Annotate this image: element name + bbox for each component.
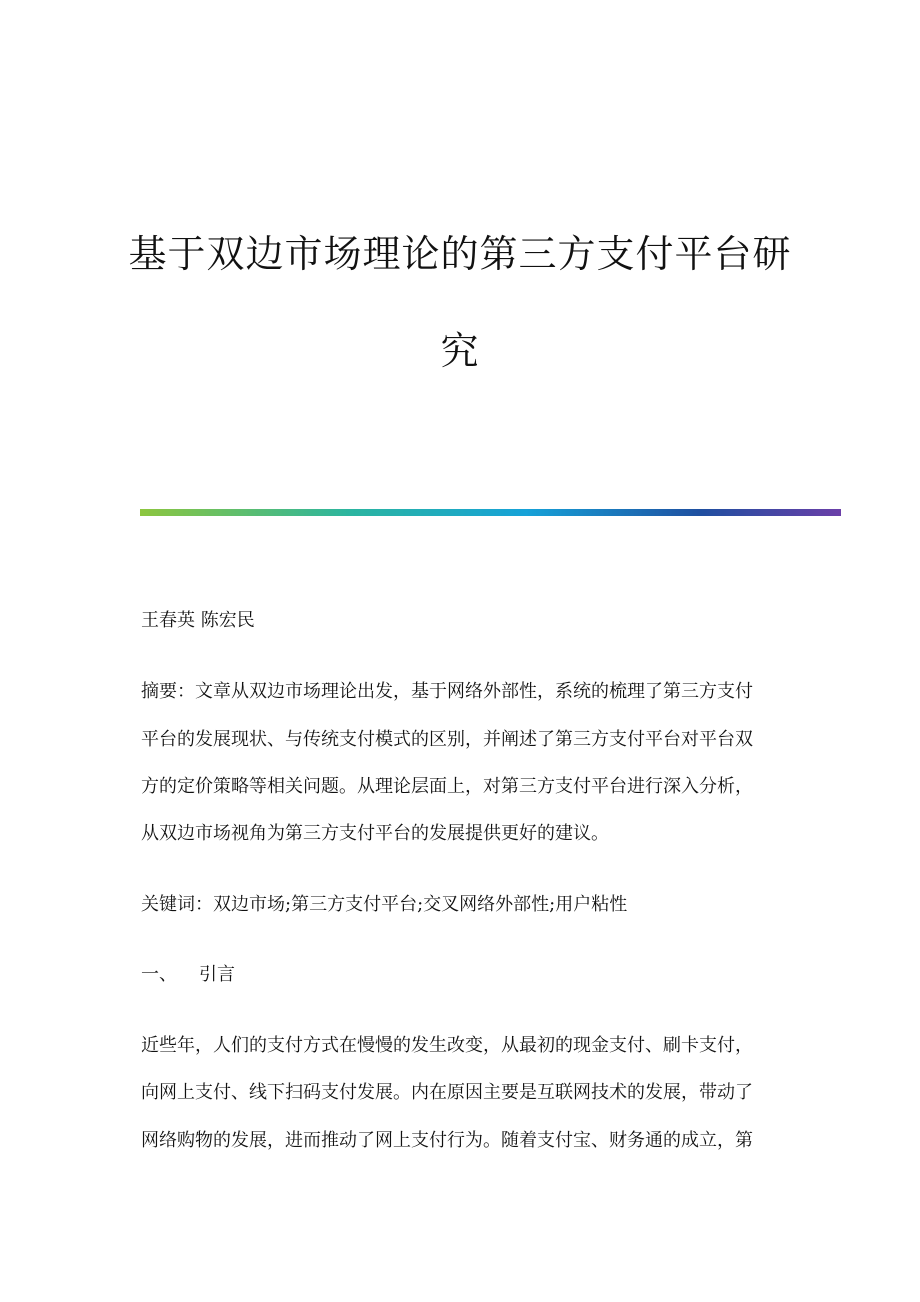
body-line-3: 网络购物的发展，进而推动了网上支付行为。随着支付宝、财务通的成立，第 — [141, 1130, 753, 1151]
abstract-line-4: 从双边市场视角为第三方支付平台的发展提供更好的建议。 — [141, 823, 609, 844]
body-line-2: 向网上支付、线下扫码支付发展。内在原因主要是互联网技术的发展，带动了 — [141, 1082, 753, 1103]
section-number: 一、 — [141, 964, 177, 985]
abstract-line-3: 方的定价策略等相关问题。从理论层面上，对第三方支付平台进行深入分析， — [141, 776, 753, 797]
section-title: 引言 — [199, 964, 235, 985]
gradient-divider — [140, 509, 841, 516]
author-names: 王春英 陈宏民 — [141, 610, 255, 631]
section-heading — [141, 966, 781, 984]
keywords: 关键词：双边市场;第三方支付平台;交叉网络外部性;用户粘性 — [141, 894, 628, 915]
abstract-line-2: 平台的发展现状、与传统支付模式的区别，并阐述了第三方支付平台对平台双 — [141, 729, 753, 750]
document-title-line-1: 基于双边市场理论的第三方支付平台研 — [128, 232, 792, 276]
body-line-1: 近些年，人们的支付方式在慢慢的发生改变，从最初的现金支付、刷卡支付， — [141, 1035, 753, 1056]
abstract-line-1: 摘要：文章从双边市场理论出发，基于网络外部性，系统的梳理了第三方支付 — [141, 681, 753, 702]
document-title-line-2: 究 — [440, 329, 480, 373]
